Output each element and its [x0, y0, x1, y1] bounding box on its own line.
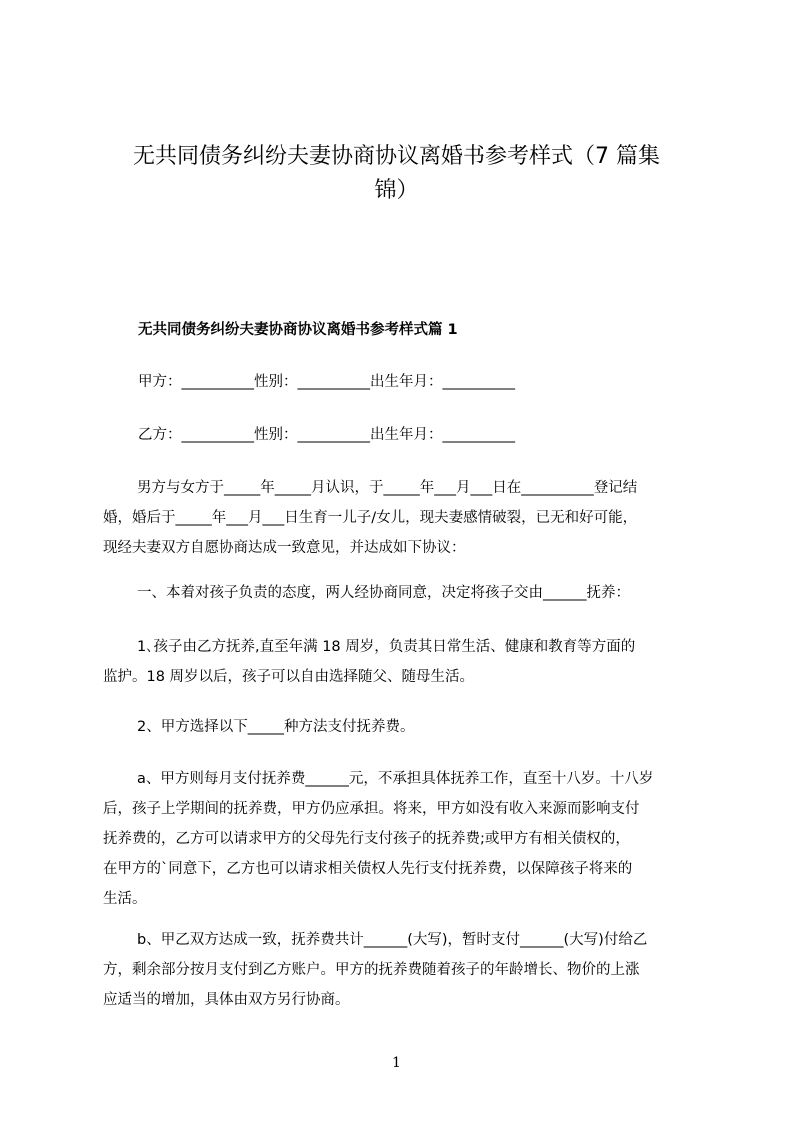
item-1-line: 监护。18 周岁以后，孩子可以自由选择随父、随母生活。	[103, 669, 475, 685]
clause-1: 一、本着对孩子负责的态度，两人经协商同意，决定将孩子交由______抚养：	[137, 585, 630, 601]
page-number: 1	[392, 1055, 401, 1071]
document-title	[100, 140, 693, 208]
document-title-line-1: 无共同债务纠纷夫妻协商协议离婚书参考样式（7 篇集	[133, 144, 660, 169]
intro-line: 男方与女方于_____年_____月认识，于_____年___月___日在__________登记结	[137, 480, 638, 496]
party-a-line: 甲方：__________性别：__________出生年月：__________	[138, 374, 515, 390]
section-title: 无共同债务纠纷夫妻协商协议离婚书参考样式篇 1	[138, 322, 458, 338]
item-2: 2、甲方选择以下_____种方法支付抚养费。	[137, 719, 415, 735]
intro-line: 婚，婚后于_____年___月___日生育一儿子/女儿，现夫妻感情破裂，已无和好可能，	[103, 510, 638, 526]
item-a-line: a、甲方则每月支付抚养费______元，不承担具体抚养工作，直至十八岁。十八岁	[137, 771, 654, 787]
item-1-line: 1､孩子由乙方抚养,直至年满 18 周岁，负责其日常生活、健康和教育等方面的	[137, 639, 636, 655]
item-a-line: 抚养费的，乙方可以请求甲方的父母先行支付孩子的抚养费;或甲方有相关债权的，	[103, 831, 630, 847]
item-b-line: b、甲乙双方达成一致，抚养费共计______(大写)，暂时支付______(大写)付给乙	[137, 932, 648, 948]
item-b-line: 应适当的增加，具体由双方另行协商。	[103, 992, 350, 1008]
item-1-paragraph	[103, 632, 703, 692]
item-b-line: 方，剩余部分按月支付到乙方账户。甲方的抚养费随着孩子的年龄增长、物价的上涨	[103, 962, 640, 978]
item-a-paragraph	[103, 764, 703, 914]
item-a-line: 后，孩子上学期间的抚养费，甲方仍应承担。将来，甲方如没有收入来源而影响支付	[103, 801, 640, 817]
intro-paragraph	[103, 473, 703, 563]
item-a-line: 生活。	[103, 891, 147, 907]
intro-line: 现经夫妻双方自愿协商达成一致意见，并达成如下协议：	[103, 540, 466, 556]
document-title-line-2: 锦）	[374, 178, 419, 203]
item-b-paragraph	[103, 925, 703, 1015]
item-a-line: 在甲方的`同意下，乙方也可以请求相关债权人先行支付抚养费，以保障孩子将来的	[103, 861, 633, 877]
party-b-line: 乙方：__________性别：__________出生年月：__________	[138, 427, 515, 443]
